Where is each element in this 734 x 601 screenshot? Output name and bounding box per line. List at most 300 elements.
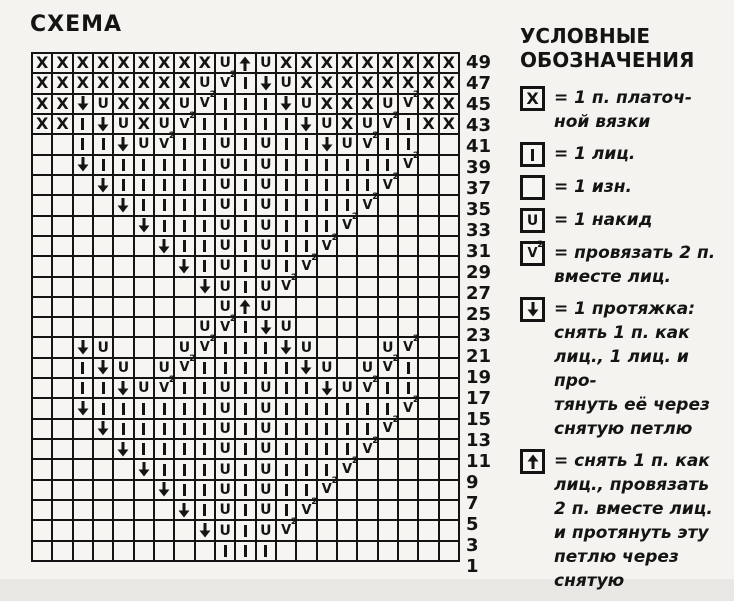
yarnover-symbol: U (219, 136, 231, 153)
chart-cell-r39-c19 (399, 151, 420, 174)
legend-entry-6 (520, 297, 732, 441)
chart-cell-r17-c11 (236, 379, 254, 397)
chart-cell-r47-c17 (358, 74, 376, 92)
chart-cell-r49-c18 (379, 54, 397, 72)
chart-cell-r3-c19 (399, 521, 417, 539)
chart-cell-r25-c7 (155, 298, 173, 316)
knit-stitch-symbol (386, 159, 389, 171)
garter-stitch-symbol: X (96, 53, 110, 73)
knit-stitch-symbol (203, 138, 206, 150)
legend-text-line: лиц., 1 лиц. и про- (554, 347, 689, 391)
knit-stitch-symbol (386, 382, 389, 394)
chart-cell-r45-c19 (399, 90, 420, 113)
chart-cell-r31-c19 (399, 237, 417, 255)
chart-cell-r21-c4 (94, 338, 112, 356)
chart-cell-r1-c17 (358, 542, 376, 560)
chart-cell-r33-c8 (175, 217, 193, 235)
knit-stitch-symbol (244, 159, 247, 171)
knit-stitch-symbol (285, 504, 288, 516)
row-number-7: 7 (466, 493, 479, 514)
yarnover-symbol: U (260, 522, 272, 539)
row-number-15: 15 (466, 409, 492, 430)
chart-cell-r43-c11 (236, 115, 254, 133)
yarnover-symbol: U (178, 339, 191, 356)
chart-cell-r1-c18 (379, 542, 397, 560)
chart-cell-r11-c14 (297, 440, 315, 458)
chart-cell-r21-c16 (338, 338, 356, 356)
slip-decrease-icon (321, 137, 333, 152)
knit-stitch-symbol (203, 403, 206, 415)
yarnover-symbol: U (260, 420, 272, 437)
garter-stitch-symbol: X (422, 53, 435, 73)
chart-cell-r31-c8 (175, 237, 193, 255)
chart-cell-r29-c21 (440, 257, 458, 275)
chart-cell-r23-c6 (135, 318, 153, 336)
garter-stitch-symbol: X (178, 73, 191, 93)
k2tog-symbol: V 2 (159, 130, 176, 152)
chart-cell-r39-c14 (297, 156, 315, 174)
garter-stitch-symbol: X (35, 73, 49, 93)
chart-cell-r19-c9 (196, 359, 214, 377)
chart-cell-r35-c17 (358, 191, 379, 214)
chart-cell-r25-c1 (33, 298, 51, 316)
chart-cell-r23-c1 (33, 318, 51, 336)
chart-cell-r7-c2 (53, 481, 71, 499)
chart-cell-r27-c6 (135, 278, 153, 296)
knit-stitch-symbol (122, 403, 125, 415)
chart-cell-r49-c6 (135, 54, 153, 72)
row-number-43: 43 (466, 115, 492, 136)
yarnover-symbol: U (219, 400, 231, 417)
chart-cell-r5-c9 (196, 501, 214, 519)
chart-cell-r47-c6 (135, 74, 153, 92)
chart-cell-r19-c12 (257, 359, 275, 377)
chart-cell-r37-c18 (379, 171, 399, 194)
k2tog-symbol: V 2 (382, 415, 399, 437)
chart-cell-r17-c17 (358, 374, 379, 397)
chart-cell-r37-c15 (318, 176, 336, 194)
legend-symbol-box (520, 208, 545, 233)
yarnover-symbol: U (260, 441, 272, 458)
legend-text-line: ной вязки (554, 112, 651, 132)
garter-stitch-symbol: X (137, 53, 150, 73)
chart-cell-r33-c5 (114, 217, 132, 235)
chart-cell-r11-c18 (379, 440, 397, 458)
slip-decrease-icon (199, 523, 211, 538)
chart-cell-r11-c20 (419, 440, 437, 458)
slip-decrease-icon (158, 239, 170, 254)
chart-cell-r33-c18 (379, 217, 397, 235)
chart-cell-r35-c10 (216, 196, 234, 214)
knit-stitch-symbol (305, 464, 308, 476)
legend-entry-text (554, 297, 732, 441)
chart-cell-r23-c7 (155, 318, 173, 336)
garter-stitch-symbol: X (300, 53, 313, 73)
chart-cell-r15-c10 (216, 399, 234, 417)
chart-cell-r7-c5 (114, 481, 132, 499)
knit-stitch-symbol (244, 220, 247, 232)
knit-stitch-symbol (285, 220, 288, 232)
knit-stitch-symbol (183, 464, 186, 476)
knit-stitch-symbol (305, 159, 308, 171)
chart-cell-r37-c2 (53, 176, 71, 194)
knit-stitch-symbol (224, 98, 227, 110)
chart-cell-r27-c10 (216, 278, 234, 296)
chart-cell-r7-c11 (236, 481, 254, 499)
garter-stitch-symbol: X (117, 73, 130, 93)
chart-cell-r47-c16 (338, 74, 356, 92)
yarnover-symbol: U (97, 339, 109, 356)
chart-cell-r1-c7 (155, 542, 173, 560)
chart-cell-r31-c17 (358, 237, 376, 255)
chart-cell-r7-c7 (155, 481, 173, 499)
chart-cell-r47-c20 (419, 74, 437, 92)
chart-cell-r5-c11 (236, 501, 254, 519)
row-number-3: 3 (466, 535, 479, 556)
knit-stitch-symbol (285, 484, 288, 496)
chart-cell-r3-c12 (257, 521, 275, 539)
chart-cell-r1-c1 (33, 542, 51, 560)
chart-cell-r31-c13 (277, 237, 295, 255)
chart-cell-r41-c11 (236, 135, 254, 153)
chart-cell-r7-c4 (94, 481, 112, 499)
chart-cell-r31-c9 (196, 237, 214, 255)
chart-cell-r11-c11 (236, 440, 254, 458)
yarnover-symbol: U (260, 136, 272, 153)
garter-stitch-symbol: X (442, 93, 455, 113)
k2tog-symbol: V 2 (362, 374, 379, 396)
knit-stitch-symbol (244, 281, 247, 293)
yarnover-symbol: U (361, 116, 374, 133)
legend-entry-3 (520, 175, 732, 200)
yarnover-symbol: U (260, 400, 272, 417)
row-number-19: 19 (466, 367, 492, 388)
knit-stitch-symbol (325, 199, 328, 211)
chart-cell-r27-c14 (297, 278, 315, 296)
garter-stitch-symbol: X (76, 53, 89, 73)
chart-cell-r49-c8 (175, 54, 193, 72)
chart-cell-r39-c2 (53, 156, 71, 174)
chart-cell-r7-c13 (277, 481, 295, 499)
slip-decrease-icon (97, 360, 109, 375)
k2tog-symbol: V 2 (362, 435, 379, 457)
chart-cell-r21-c15 (318, 338, 336, 356)
slip-decrease-icon (178, 259, 190, 274)
chart-cell-r49-c21 (440, 54, 458, 72)
chart-cell-r7-c18 (379, 481, 397, 499)
chart-cell-r5-c12 (257, 501, 275, 519)
knit-stitch-symbol (122, 179, 125, 191)
chart-cell-r25-c16 (338, 298, 356, 316)
chart-cell-r21-c19 (399, 334, 420, 356)
garter-stitch-symbol: X (422, 93, 435, 113)
slip-decrease-icon (77, 340, 89, 355)
chart-cell-r13-c11 (236, 420, 254, 438)
row-number-45: 45 (466, 94, 492, 115)
chart-cell-r31-c2 (53, 237, 71, 255)
knit-stitch-symbol (244, 504, 247, 516)
chart-cell-r49-c20 (419, 54, 437, 72)
yarnover-symbol: U (219, 217, 231, 234)
garter-stitch-symbol: X (340, 114, 354, 134)
knit-stitch-symbol (203, 199, 206, 211)
chart-cell-r1-c14 (297, 542, 315, 560)
knit-stitch-symbol (305, 382, 308, 394)
chart-cell-r15-c8 (175, 399, 193, 417)
k2tog-symbol: V 2 (220, 313, 237, 335)
chart-cell-r15-c3 (74, 399, 92, 417)
chart-cell-r35-c9 (196, 196, 214, 214)
chart-cell-r31-c11 (236, 237, 254, 255)
knit-stitch-symbol (203, 260, 206, 272)
chart-cell-r9-c14 (297, 460, 315, 478)
chart-cell-r45-c4 (94, 95, 112, 113)
legend-text-line: = 1 накид (554, 210, 653, 230)
yarnover-symbol: U (158, 116, 170, 133)
k2tog-symbol: V 2 (527, 240, 544, 261)
legend-entry-5 (520, 241, 732, 289)
chart-cell-r13-c8 (175, 420, 193, 438)
chart-cell-r47-c11 (236, 74, 254, 92)
knit-stitch-symbol (264, 545, 267, 557)
yarnover-symbol: U (382, 95, 394, 112)
chart-cell-r5-c10 (216, 501, 234, 519)
chart-cell-r31-c10 (216, 237, 234, 255)
chart-cell-r25-c2 (53, 298, 71, 316)
chart-cell-r33-c1 (33, 217, 51, 235)
knit-stitch-symbol (531, 149, 534, 161)
chart-cell-r23-c20 (419, 318, 437, 336)
knit-stitch-symbol (244, 199, 247, 211)
chart-cell-r13-c13 (277, 420, 295, 438)
chart-cell-r31-c16 (338, 237, 356, 255)
chart-cell-r49-c5 (114, 54, 132, 72)
chart-cell-r33-c13 (277, 217, 295, 235)
row-number-37: 37 (466, 178, 492, 199)
chart-cell-r11-c12 (257, 440, 275, 458)
knit-stitch-symbol (386, 403, 389, 415)
legend-entry-text (554, 449, 713, 593)
slip-decrease-icon (117, 442, 129, 457)
chart-cell-r5-c14 (297, 496, 318, 519)
garter-stitch-symbol: X (422, 114, 435, 134)
chart-cell-r13-c21 (440, 420, 458, 438)
chart-cell-r1-c12 (257, 542, 275, 560)
garter-stitch-symbol: X (157, 93, 171, 113)
chart-cell-r13-c19 (399, 420, 417, 438)
chart-cell-r49-c16 (338, 54, 356, 72)
k2tog-symbol: V 2 (321, 476, 338, 498)
chart-cell-r5-c6 (135, 501, 153, 519)
chart-cell-r19-c6 (135, 359, 153, 377)
chart-cell-r19-c18 (379, 354, 399, 377)
chart-cell-r29-c19 (399, 257, 417, 275)
legend-entries (520, 86, 732, 593)
chart-cell-r27-c1 (33, 278, 51, 296)
yarnover-symbol: U (219, 298, 231, 315)
chart-cell-r15-c2 (53, 399, 71, 417)
chart-cell-r33-c16 (338, 212, 359, 235)
chart-cell-r11-c1 (33, 440, 51, 458)
chart-cell-r49-c14 (297, 54, 315, 72)
slip-decrease-icon (117, 381, 129, 396)
slip-decrease-icon (280, 96, 292, 111)
chart-cell-r25-c20 (419, 298, 437, 316)
knit-stitch-symbol (203, 118, 206, 130)
chart-cell-r25-c4 (94, 298, 112, 316)
chart-cell-r47-c5 (114, 74, 132, 92)
chart-cell-r25-c21 (440, 298, 458, 316)
knit-stitch-symbol (285, 260, 288, 272)
chart-cell-r37-c6 (135, 176, 153, 194)
knit-stitch-symbol (285, 423, 288, 435)
garter-stitch-symbol: X (35, 53, 49, 73)
chart-cell-r23-c16 (338, 318, 356, 336)
chart-cell-r11-c21 (440, 440, 458, 458)
chart-cell-r13-c4 (94, 420, 112, 438)
yarnover-symbol: U (260, 156, 272, 173)
knit-stitch-symbol (366, 159, 369, 171)
knit-stitch-symbol (183, 138, 186, 150)
chart-cell-r41-c2 (53, 135, 71, 153)
legend-text-line: петлю через (554, 547, 679, 567)
chart-cell-r29-c12 (257, 257, 275, 275)
chart-cell-r37-c11 (236, 176, 254, 194)
chart-cell-r33-c2 (53, 217, 71, 235)
chart-cell-r43-c2 (53, 115, 71, 133)
chart-cell-r17-c1 (33, 379, 51, 397)
chart-cell-r35-c21 (440, 196, 458, 214)
yarnover-symbol: U (260, 55, 272, 72)
knit-stitch-symbol (203, 159, 206, 171)
chart-cell-r17-c16 (338, 379, 356, 397)
knit-stitch-symbol (244, 260, 247, 272)
chart-cell-r19-c19 (399, 359, 417, 377)
chart-cell-r21-c20 (419, 338, 437, 356)
k2tog-symbol: V 2 (220, 69, 237, 91)
yarnover-symbol: U (280, 319, 292, 336)
knit-stitch-symbol (264, 342, 267, 354)
yarnover-symbol: U (341, 380, 353, 397)
legend-symbol-box (520, 86, 545, 111)
chart-cell-r37-c1 (33, 176, 51, 194)
chart-cell-r11-c2 (53, 440, 71, 458)
knit-stitch-symbol (183, 403, 186, 415)
slip-decrease-icon (280, 340, 292, 355)
knit-stitch-symbol (224, 545, 227, 557)
knit-stitch-symbol (346, 199, 349, 211)
row-number-23: 23 (466, 325, 492, 346)
knit-stitch-symbol (285, 464, 288, 476)
chart-cell-r41-c20 (419, 135, 437, 153)
chart-cell-r9-c21 (440, 460, 458, 478)
chart-cell-r3-c6 (135, 521, 153, 539)
k2tog-symbol: V 2 (382, 171, 399, 193)
chart-cell-r1-c19 (399, 542, 417, 560)
garter-stitch-symbol: X (117, 93, 130, 113)
slip-decrease-icon (77, 157, 89, 172)
chart-cell-r43-c9 (196, 115, 214, 133)
yarnover-symbol: U (361, 359, 374, 376)
k2tog-symbol: V 2 (403, 151, 420, 173)
knit-stitch-symbol (183, 423, 186, 435)
knit-stitch-symbol (224, 362, 227, 374)
garter-stitch-symbol: X (320, 93, 333, 113)
chart-cell-r15-c9 (196, 399, 214, 417)
chart-cell-r13-c3 (74, 420, 92, 438)
knit-stitch-symbol (346, 403, 349, 415)
chart-cell-r1-c10 (216, 542, 234, 560)
chart-cell-r5-c8 (175, 501, 193, 519)
chart-cell-r49-c13 (277, 54, 295, 72)
chart-cell-r23-c8 (175, 318, 193, 336)
chart-cell-r31-c7 (155, 237, 173, 255)
knit-stitch-symbol (81, 362, 84, 374)
legend-symbol-box (520, 241, 545, 266)
knit-stitch-symbol (305, 423, 308, 435)
chart-cell-r17-c18 (379, 379, 397, 397)
chart-cell-r7-c16 (338, 481, 356, 499)
chart-cell-r49-c4 (94, 54, 112, 72)
knit-stitch-symbol (203, 220, 206, 232)
chart-cell-r27-c13 (277, 273, 298, 296)
chart-cell-r23-c11 (236, 318, 254, 336)
chart-cell-r5-c18 (379, 501, 397, 519)
chart-cell-r25-c17 (358, 298, 376, 316)
chart-cell-r15-c19 (399, 395, 420, 417)
chart-cell-r41-c16 (338, 135, 356, 153)
chart-cell-r1-c8 (175, 542, 193, 560)
legend-text-line: лиц., провязать (554, 475, 710, 495)
knit-stitch-symbol (122, 423, 125, 435)
chart-cell-r5-c20 (419, 501, 437, 519)
chart-cell-r21-c9 (196, 334, 216, 356)
chart-cell-r15-c21 (440, 399, 458, 417)
knit-stitch-symbol (163, 159, 166, 171)
chart-cell-r11-c13 (277, 440, 295, 458)
knit-stitch-symbol (163, 179, 166, 191)
knit-stitch-symbol (244, 342, 247, 354)
chart-cell-r33-c7 (155, 217, 173, 235)
chart-cell-r7-c12 (257, 481, 275, 499)
knit-stitch-symbol (325, 159, 328, 171)
chart-cell-r1-c15 (318, 542, 336, 560)
chart-cell-r35-c4 (94, 196, 112, 214)
chart-cell-r1-c3 (74, 542, 92, 560)
knit-stitch-symbol (163, 220, 166, 232)
knit-stitch-symbol (183, 484, 186, 496)
yarnover-symbol: U (321, 116, 333, 133)
garter-stitch-symbol: X (422, 73, 435, 93)
chart-cell-r1-c4 (94, 542, 112, 560)
knit-stitch-symbol (346, 443, 349, 455)
slip-decrease-icon (260, 320, 272, 335)
slip-decrease-icon (97, 117, 109, 132)
chart-cell-r39-c15 (318, 156, 336, 174)
knit-stitch-symbol (264, 362, 267, 374)
garter-stitch-symbol: X (361, 93, 374, 113)
chart-cell-r3-c15 (318, 521, 336, 539)
chart-cell-r45-c12 (257, 95, 275, 113)
chart-cell-r29-c15 (318, 257, 336, 275)
garter-stitch-symbol: X (381, 53, 394, 73)
chart-cell-r23-c4 (94, 318, 112, 336)
knit-stitch-symbol (163, 423, 166, 435)
k2tog-symbol: V 2 (301, 496, 318, 518)
chart-cell-r39-c1 (33, 156, 51, 174)
chart-cell-r5-c5 (114, 501, 132, 519)
yarnover-symbol: U (260, 298, 272, 315)
